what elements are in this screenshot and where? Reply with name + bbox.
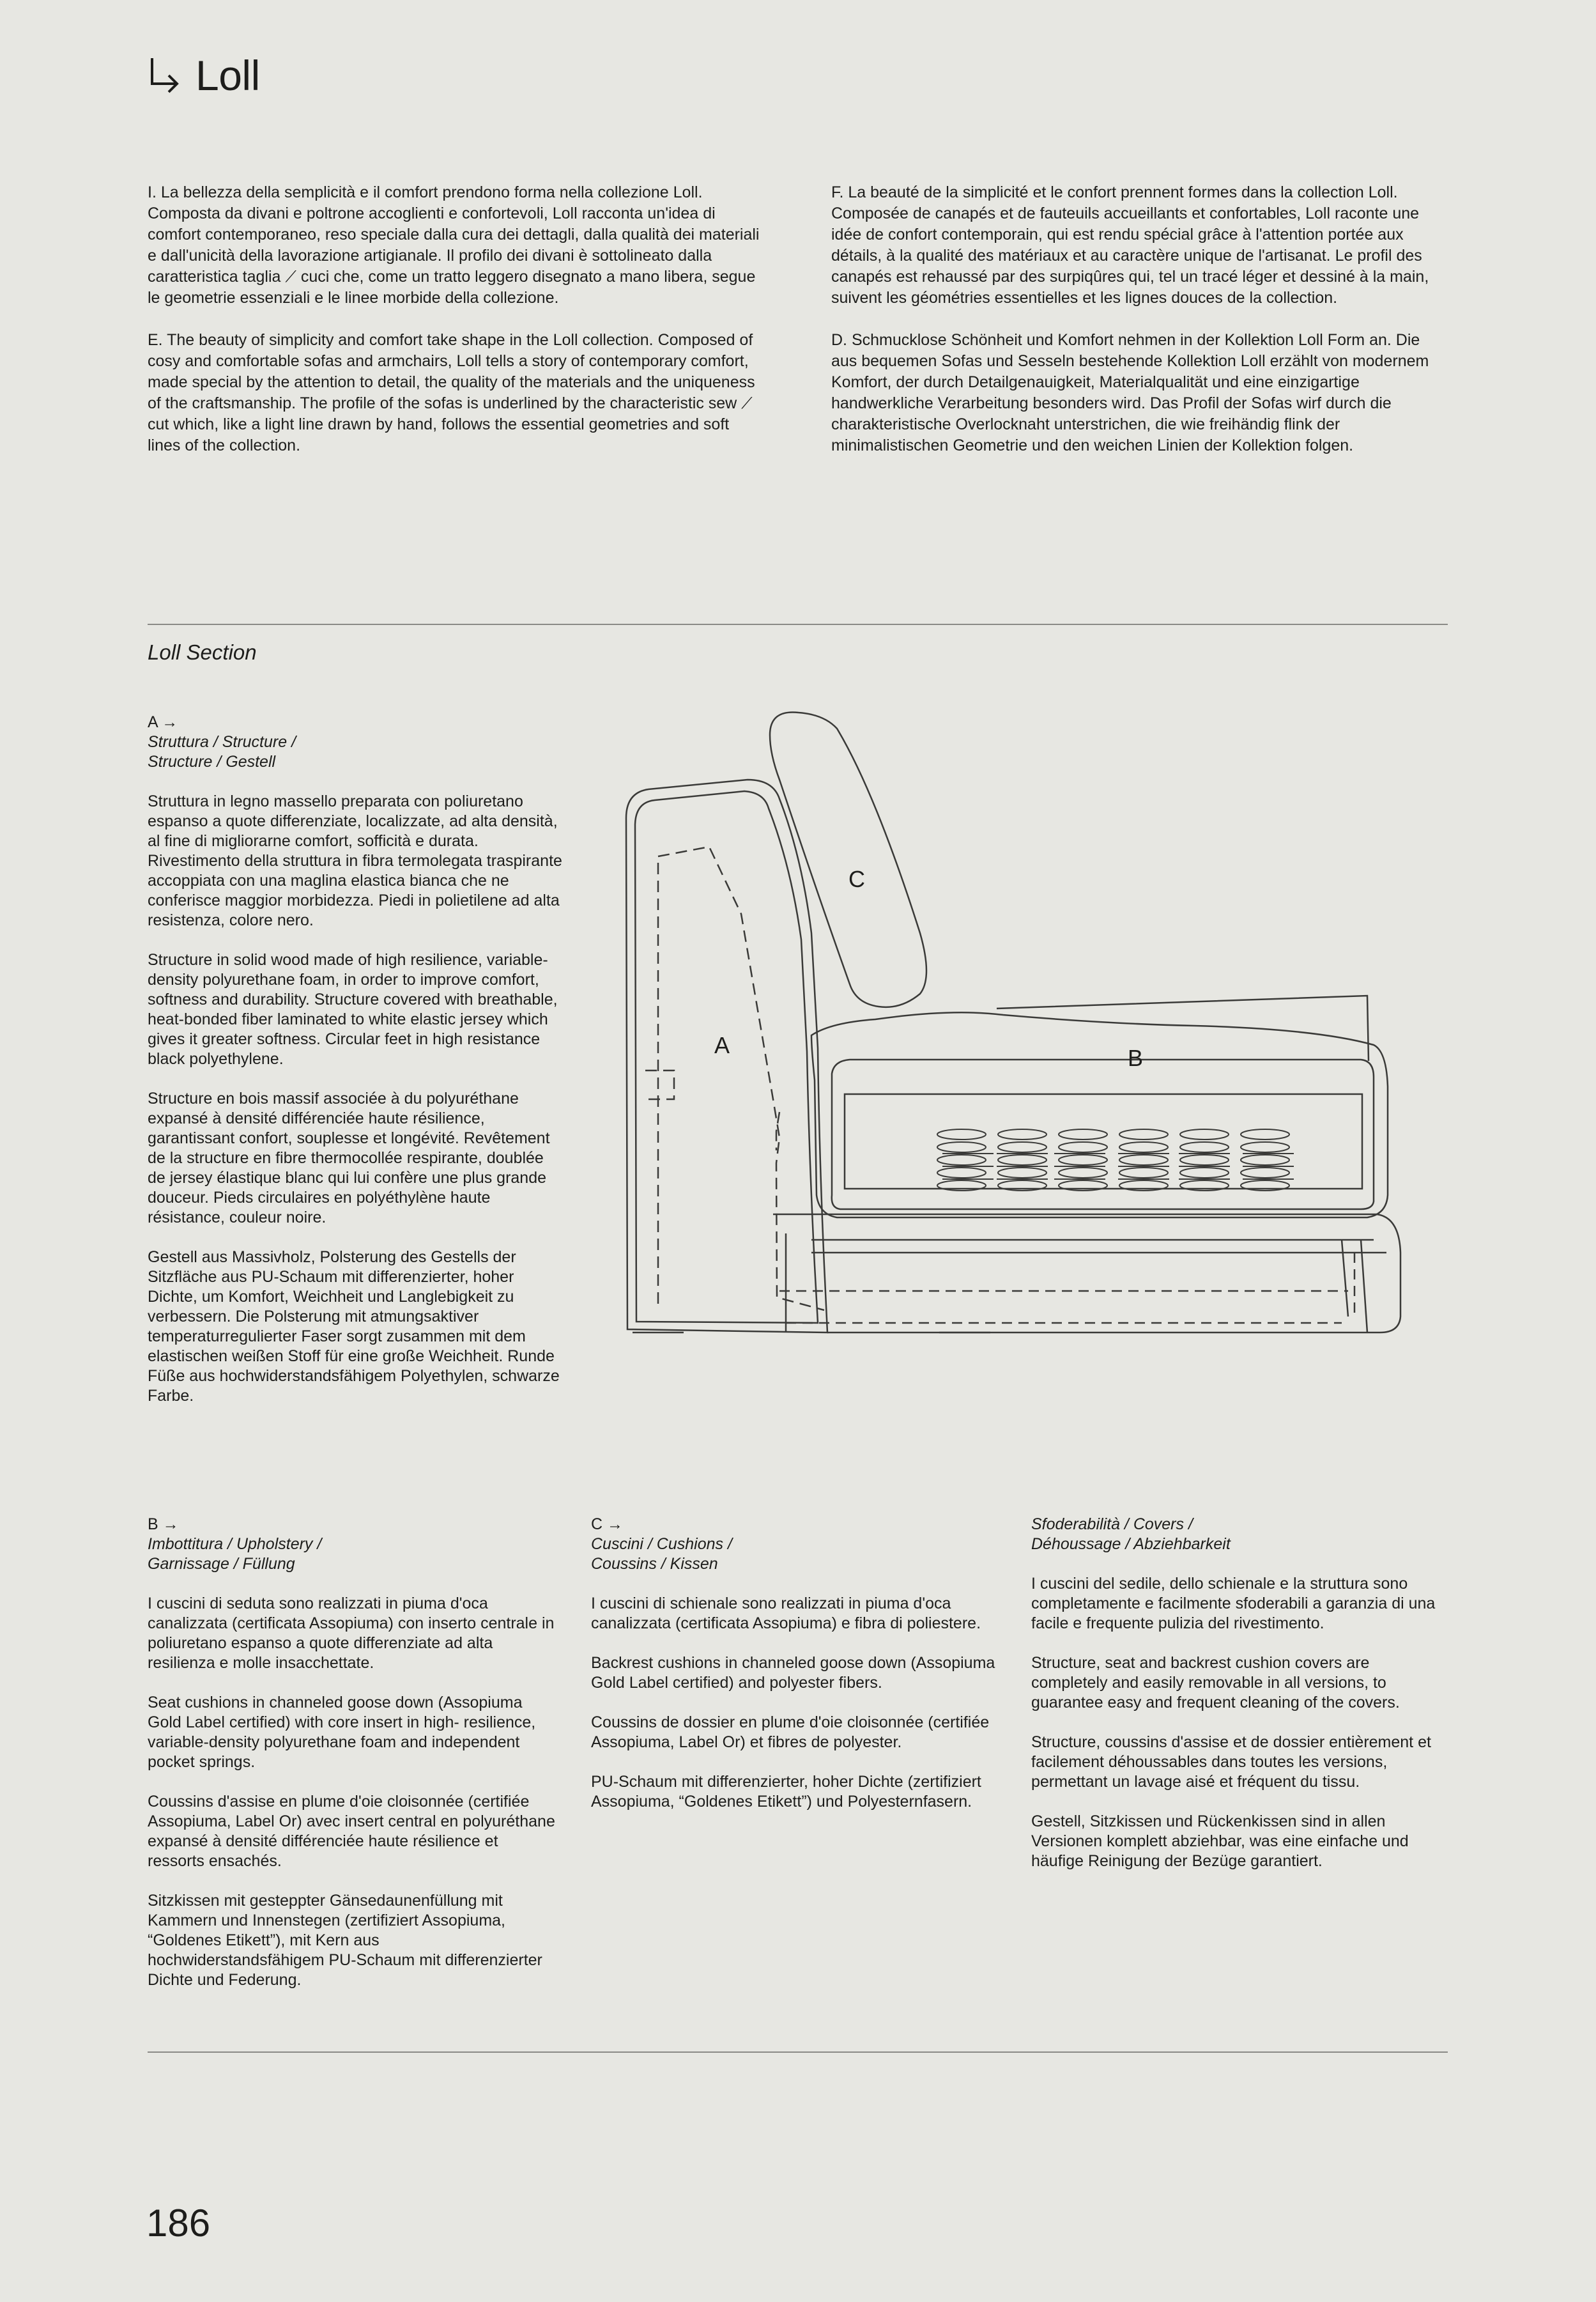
block-c-sub2: Coussins / Kissen xyxy=(591,1555,718,1573)
block-a-italian: Struttura in legno massello preparata con poliuretano espanso a quote differenziate, localizzate, ad alta densità, al fine di migliorarne comfort, sofficità e durata. Rivestimento della struttura in fibra termolegata traspirante accoppiata con una maglina elastica bianca che ne conferisce maggior morbidezza. Piedi in polietilene ad alta resistenza, colore nero. xyxy=(148,792,562,929)
block-b-italian: I cuscini di seduta sono realizzati in piuma d'oca canalizzata (certificata Assopiuma) con inserto centrale in poliuretano espanso a quote differenziate ad alta resilienza e molle insacchettate. xyxy=(148,1595,555,1672)
intro-german: D. Schmucklose Schönheit und Komfort nehmen in der Kollektion Loll Form an. Die aus bequemen Sofas und Sesseln bestehende Kollektion Loll erzählt von modernem Komfort, der durch Detailgenauigkeit, Materialqualität und eine einzigartige handwerkliche Verarbeitung besonders wird. Das Profil der Sofas wirf durch die charakteristische Overlocknaht unterstrichen, die wie freihändig flink der minimalistischen Geometrie und den weichen Linien der Kollektion folgen. xyxy=(831,331,1429,454)
block-c-english: Backrest cushions in channeled goose down (Assopiuma Gold Label certified) and polyester fibers. xyxy=(591,1654,995,1692)
diagram-label-b: B xyxy=(1128,1045,1144,1071)
intro-right-column xyxy=(831,182,1445,477)
seat-cushion xyxy=(811,1012,1388,1217)
block-d-italian: I cuscini del sedile, dello schienale e la struttura sono completamente e facilmente sfoderabili a garanzia di una facile e frequente pulizia del rivestimento. xyxy=(1031,1575,1436,1632)
block-b-german: Sitzkissen mit gesteppter Gänsedaunenfüllung mit Kammern und Innenstegen (zertifiziert Assopiuma, “Goldenes Etikett”), mit Kern aus hochwiderstandsfähigem PU-Schaum mit differenzierter Dichte und Federung. xyxy=(148,1892,542,1989)
block-b-sub2: Garnissage / Füllung xyxy=(148,1555,295,1573)
base-dashed xyxy=(779,1253,1354,1323)
page-title xyxy=(147,51,260,100)
section-title: Loll Section xyxy=(148,640,257,664)
intro-french: F. La beauté de la simplicité et le confort prennent formes dans la collection Loll. Composée de canapés et de fauteuils accueillants et confortables, Loll raconte une idée de confort contemporain, qui est rendu spécial grâce à l'attention portée aux détails, à la qualité des matériaux et au caractère unique de l'artisanat. Le profil des canapés est rehaussé par des surpiqûres qui, tel un tracé léger et dessiné à la main, suivent les géométries essentielles et les lignes douces de la collection. xyxy=(831,183,1429,307)
block-a-sub2: Structure / Gestell xyxy=(148,753,276,771)
block-d-german: Gestell, Sitzkissen und Rückenkissen sind in allen Versionen komplett abziehbar, was eine einfache und häufige Reinigung der Bezüge garantiert. xyxy=(1031,1812,1409,1870)
title-text: Loll xyxy=(196,52,260,99)
block-c-german: PU-Schaum mit differenzierter, hoher Dichte (zertifiziert Assopiuma, “Goldenes Etikett”) und Polyesternfasern. xyxy=(591,1773,981,1811)
pocket-springs xyxy=(937,1129,1294,1191)
base-frame xyxy=(773,1214,1400,1333)
back-cushion xyxy=(770,712,926,1007)
block-c-head: C → xyxy=(591,1515,623,1533)
intro-italian: I. La bellezza della semplicità e il comfort prendono forma nella collezione Loll. Composta da divani e poltrone accoglienti e confortevoli, Loll racconta un'idea di comfort contemporaneo, reso speciale dalla cura dei dettagli, dalla qualità dei materiali e dall'unicità della lavorazione artigianale. Il profilo dei divani è sottolineato dalla caratteristica taglia ⟋ cuci che, come un tratto leggero disegnato a mano libera, segue le geometrie essenziali e le linee morbide della collezione. xyxy=(148,183,760,307)
seat-cushion-inner xyxy=(832,1060,1374,1209)
back-panel xyxy=(997,996,1369,1061)
diagram-label-c: C xyxy=(848,866,865,892)
block-a-english: Structure in solid wood made of high resilience, variable-density polyurethane foam, in order to improve comfort, softness and durability. Structure covered with breathable, heat-bonded fiber laminated to white elastic jersey which gives it greater softness. Circular feet in high resistance black polyethylene. xyxy=(148,951,558,1068)
block-b-english: Seat cushions in channeled goose down (Assopiuma Gold Label certified) with core insert in high- resilience, variable-density polyurethane foam and independent pocket springs. xyxy=(148,1694,536,1771)
block-b-french: Coussins d'assise en plume d'oie cloisonnée (certifiée Assopiuma, Label Or) avec insert central en polyuréthane expansé à densité différenciée haute résilience et ressorts ensachés. xyxy=(148,1793,555,1870)
block-d-sub1: Sfoderabilità / Covers / xyxy=(1031,1515,1193,1533)
divider-bottom xyxy=(148,2051,1448,2053)
page-number: 186 xyxy=(146,2202,211,2244)
sofa-section-diagram xyxy=(620,703,1431,1355)
block-c-italian: I cuscini di schienale sono realizzati in piuma d'oca canalizzata (certificata Assopiuma) e fibra di poliestere. xyxy=(591,1595,981,1632)
block-structure xyxy=(148,713,563,1426)
diagram-label-a: A xyxy=(714,1032,730,1058)
block-d-english: Structure, seat and backrest cushion covers are completely and easily removable in all versions, to guarantee easy and frequent cleaning of the covers. xyxy=(1031,1654,1400,1711)
block-a-german: Gestell aus Massivholz, Polsterung des Gestells der Sitzfläche aus PU-Schaum mit differenzierter, hoher Dichte, um Komfort, Weichheit und Langlebigkeit zu verbessern. Die Polsterung mit atmungsaktiver temperaturregulierter Faser sorgt zusammen mit dem elastischen weißen Stoff für eine große Weichheit. Runde Füße aus hochwiderstandsfähigem Polyethylen, schwarze Farbe. xyxy=(148,1248,560,1405)
block-c-french: Coussins de dossier en plume d'oie cloisonnée (certifiée Assopiuma, Label Or) et fibres de polyester. xyxy=(591,1713,990,1751)
block-a-french: Structure en bois massif associée à du polyuréthane expansé à densité différenciée haute résilience, garantissant confort, souplesse et longévité. Revêtement de la structure en fibre thermocollée respirante, doublée de jersey élastique blanc qui lui confère une plus grande douceur. Pieds circulaires en polyéthylène haute résistance, couleur noire. xyxy=(148,1090,550,1226)
block-c-sub1: Cuscini / Cushions / xyxy=(591,1535,732,1553)
block-b-sub1: Imbottitura / Upholstery / xyxy=(148,1535,322,1553)
spring-box xyxy=(845,1094,1362,1189)
intro-left-column xyxy=(148,182,761,477)
return-arrow-icon xyxy=(147,56,181,95)
intro-english: E. The beauty of simplicity and comfort take shape in the Loll collection. Composed of cosy and comfortable sofas and armchairs, Loll tells a story of contemporary comfort, made special by the attention to detail, the quality of the materials and the uniqueness of the craftsmanship. The profile of the sofas is underlined by the characteristic sew ⟋ cut which, like a light line drawn by hand, follows the essential geometries and soft lines of the collection. xyxy=(148,331,755,454)
block-d-french: Structure, coussins d'assise et de dossier entièrement et facilement déhoussables dans toutes les versions, permettant un lavage aisé et fréquent du tissu. xyxy=(1031,1733,1431,1791)
block-a-head: A → xyxy=(148,713,178,731)
block-d-sub2: Déhoussage / Abziehbarkeit xyxy=(1031,1535,1231,1553)
block-b-head: B → xyxy=(148,1515,179,1533)
block-cushions xyxy=(591,1515,1006,1832)
divider-top xyxy=(148,624,1448,625)
block-a-sub1: Struttura / Structure / xyxy=(148,733,296,751)
block-covers xyxy=(1031,1515,1440,1891)
block-upholstery xyxy=(148,1515,556,2010)
